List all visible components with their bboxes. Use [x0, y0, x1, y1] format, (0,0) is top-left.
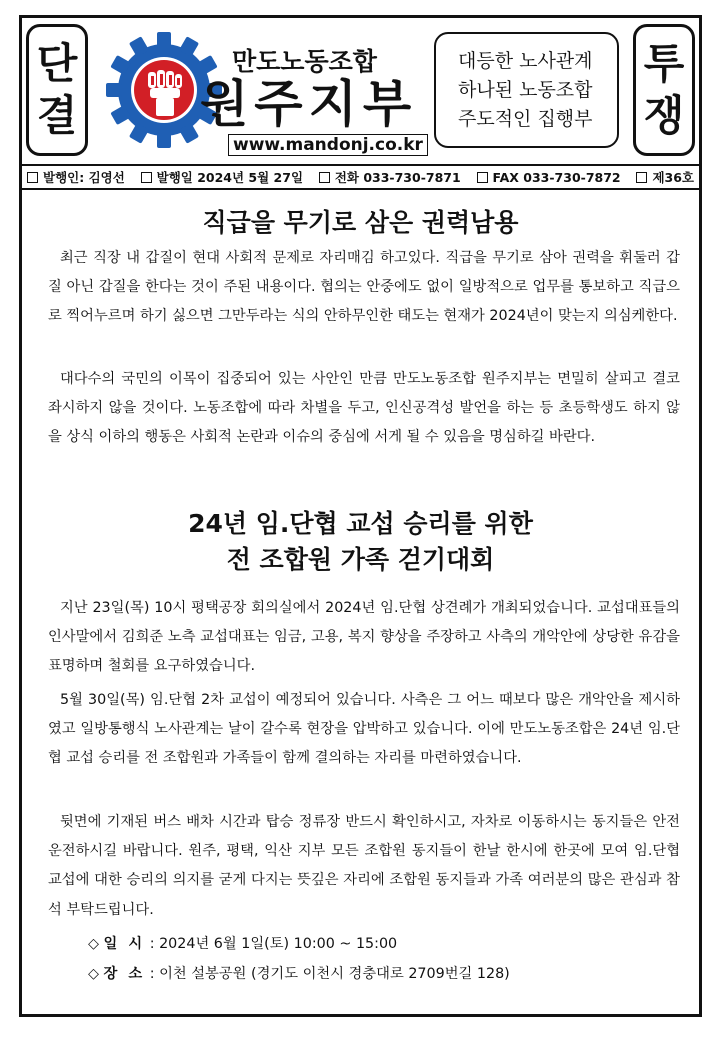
diamond-icon: ◇	[88, 966, 104, 982]
event-date-value: : 2024년 6월 1일(토) 10:00 ~ 15:00	[149, 936, 398, 952]
left-badge-char-1: 단	[36, 39, 78, 88]
slogan-box	[434, 32, 619, 148]
event-place-label: 장 소	[103, 966, 146, 982]
union-name: 만도노동조합	[232, 47, 377, 76]
article2-paragraph-1: 지난 23일(목) 10시 평택공장 회의실에서 2024년 임.단협 상견례가 개최되었습니다. 교섭대표들의 인사말에서 김희준 노측 교섭대표는 임금, 고용, 복지 향상을 주장하고 사측의 개악안에 상당한 유감을 표명하며 철회를 요구하였습니다.	[48, 600, 680, 675]
issue-number-info: 제36호	[636, 168, 694, 186]
event-place	[88, 963, 510, 985]
right-badge-char-2: 쟁	[643, 91, 685, 140]
right-badge-char-1: 투	[643, 39, 685, 88]
publisher-info: 발행인: 김영선	[27, 168, 125, 186]
branch-name: 원주지부	[200, 75, 418, 133]
checkbox-icon	[27, 172, 38, 183]
article2-paragraph-2: 5월 30일(목) 임.단협 2차 교섭이 예정되어 있습니다. 사측은 그 어느 때보다 많은 개악안을 제시하였고 일방통행식 노사관계는 날이 갈수록 현장을 압박하고 있습니다. 이에 만도노동조합은 24년 임.단협 교섭 승리를 전 조합원과 가족들이 함께 결의하는 자리를 마련하였습니다.	[48, 692, 680, 767]
right-badge	[633, 24, 695, 156]
website-link[interactable]: www.mandonj.co.kr	[228, 134, 428, 156]
slogan-2: 하나된 노동조합	[458, 78, 593, 101]
event-date	[88, 933, 397, 955]
article2-title-line-1: 24년 임.단협 교섭 승리를 위한	[188, 509, 533, 538]
checkbox-icon	[141, 172, 152, 183]
masthead	[22, 18, 699, 166]
checkbox-icon	[636, 172, 647, 183]
event-place-value: : 이천 설봉공원 (경기도 이천시 경충대로 2709번길 128)	[149, 966, 510, 982]
article1-paragraph-2: 대다수의 국민의 이목이 집중되어 있는 사안인 만큼 만도노동조합 원주지부는 면밀히 살피고 결코 좌시하지 않을 것이다. 노동조합에 따라 차별을 두고, 인신공격성 발언을 하는 등 초등학생도 하지 않을 상식 이하의 행동은 사회적 논란과 이슈의 중심에 서게 될 수 있음을 명심하길 바란다.	[48, 371, 680, 446]
checkbox-icon	[319, 172, 330, 183]
slogan-1: 대등한 노사관계	[458, 49, 593, 72]
slogan-3: 주도적인 집행부	[458, 107, 593, 130]
fax-info: FAX 033-730-7872	[477, 170, 621, 185]
checkbox-icon	[477, 172, 488, 183]
article2-title-line-2: 전 조합원 가족 걷기대회	[226, 545, 495, 574]
newsletter-frame	[19, 15, 702, 1017]
issue-date-info: 발행일 2024년 5월 27일	[141, 168, 303, 186]
event-date-label: 일 시	[103, 936, 146, 952]
left-badge	[26, 24, 88, 156]
left-badge-char-2: 결	[36, 91, 78, 140]
publication-info-bar	[22, 164, 699, 190]
diamond-icon: ◇	[88, 936, 104, 952]
article1-title: 직급을 무기로 삼은 권력남용	[202, 208, 519, 237]
phone-info: 전화 033-730-7871	[319, 168, 461, 186]
article1-paragraph-1: 최근 직장 내 갑질이 현대 사회적 문제로 자리매김 하고있다. 직급을 무기로 삼아 권력을 휘둘러 갑질 아닌 갑질을 한다는 것이 주된 내용이다. 협의는 안중에도 없이 일방적으로 업무를 통보하고 직급으로 찍어누르며 하기 싫으면 그만두라는 식의 안하무인한 태도는 현재가 2024년이 맞는지 의심케한다.	[48, 250, 680, 325]
article2-paragraph-3: 뒷면에 기재된 버스 배차 시간과 탑승 정류장 반드시 확인하시고, 자차로 이동하시는 동지들은 안전운전하시길 바랍니다. 원주, 평택, 익산 지부 모든 조합원 동지들이 한날 한시에 한곳에 모여 임.단협 교섭에 대한 승리의 의지를 굳게 다지는 뜻깊은 자리에 조합원 동지들과 가족 여러분의 많은 관심과 참석 부탁드립니다.	[48, 814, 680, 918]
